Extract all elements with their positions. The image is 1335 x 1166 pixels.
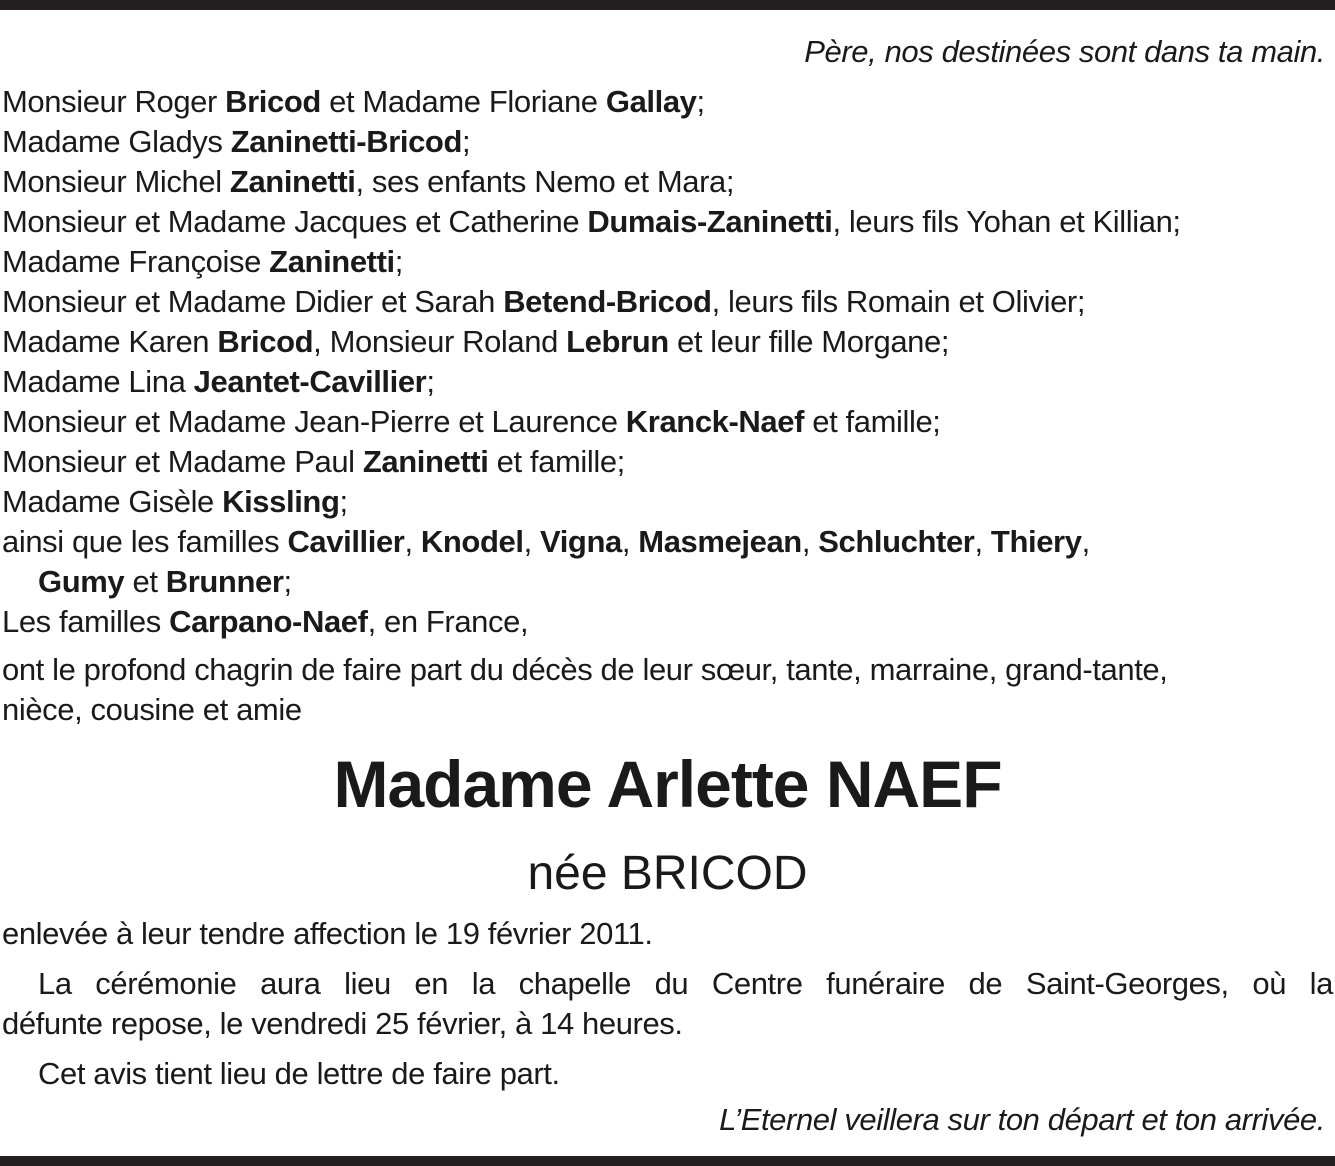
surname: Cavillier — [287, 524, 405, 559]
text: , — [621, 524, 639, 559]
text: , en France, — [367, 604, 529, 639]
text: ; — [461, 124, 471, 159]
footer-motto: L’Eternel veillera sur ton départ et ton arrivée. — [719, 1102, 1325, 1137]
family-line-6 — [2, 282, 1085, 322]
text: Madame Karen — [2, 324, 218, 359]
text: et famille; — [804, 404, 941, 439]
text: Monsieur Michel — [2, 164, 230, 199]
text: ; — [696, 84, 705, 119]
surname: Brunner — [165, 564, 284, 599]
text: ainsi que les familles — [2, 524, 288, 559]
text: , leurs fils Romain et Olivier; — [711, 284, 1086, 319]
family-line-8 — [2, 362, 435, 402]
surname: Kranck-Naef — [625, 404, 805, 439]
text: et — [124, 564, 166, 599]
surname: Bricod — [225, 84, 321, 119]
announcement-line-2: nièce, cousine et amie — [2, 692, 302, 727]
surname: Carpano-Naef — [169, 604, 368, 639]
family-line-12 — [2, 522, 1090, 562]
surname: Betend-Bricod — [503, 284, 712, 319]
family-line-13 — [38, 562, 292, 602]
surname: Zaninetti — [269, 244, 395, 279]
notice-line: Cet avis tient lieu de lettre de faire part. — [38, 1056, 560, 1091]
bottom-rule — [0, 1156, 1335, 1166]
surname: Bricod — [217, 324, 314, 359]
text: ; — [394, 244, 403, 279]
text: et famille; — [488, 444, 625, 479]
text: Madame Françoise — [2, 244, 270, 279]
text: et leur fille Morgane; — [668, 324, 950, 359]
text: et Madame Floriane — [320, 84, 606, 119]
surname: Zaninetti — [362, 444, 489, 479]
text: , — [801, 524, 819, 559]
surname: Kissling — [222, 484, 340, 519]
text: , — [404, 524, 421, 559]
surname: Lebrun — [566, 324, 669, 359]
surname: Thiery — [990, 524, 1082, 559]
family-line-2 — [2, 122, 470, 162]
text: , — [523, 524, 540, 559]
family-line-10 — [2, 442, 625, 482]
surname: Zaninetti — [229, 164, 356, 199]
text: , — [1081, 524, 1090, 559]
ceremony-line-1: La cérémonie aura lieu en la chapelle du Centre funéraire de Saint-Georges, où la — [38, 966, 1333, 1001]
ceremony-line-2: défunte repose, le vendredi 25 février, à 14 heures. — [2, 1006, 683, 1041]
text: Madame Lina — [2, 364, 194, 399]
surname: Vigna — [540, 524, 622, 559]
text: , — [974, 524, 991, 559]
text: Monsieur et Madame Jacques et Catherine — [2, 204, 588, 239]
surname: Jeantet-Cavillier — [193, 364, 427, 399]
family-line-14 — [2, 602, 528, 642]
surname: Schluchter — [818, 524, 975, 559]
header-motto: Père, nos destinées sont dans ta main. — [804, 34, 1325, 69]
text: ; — [426, 364, 435, 399]
text: Monsieur et Madame Jean-Pierre et Laurence — [2, 404, 626, 439]
text: , leurs fils Yohan et Killian; — [832, 204, 1181, 239]
surname: Knodel — [420, 524, 524, 559]
surname: Gallay — [605, 84, 697, 119]
text: Monsieur et Madame Paul — [2, 444, 363, 479]
family-line-4 — [2, 202, 1181, 242]
surname: Masmejean — [638, 524, 802, 559]
announcement-line-1: ont le profond chagrin de faire part du décès de leur sœur, tante, marraine, grand-tante, — [2, 652, 1168, 687]
text: ; — [283, 564, 292, 599]
text: , ses enfants Nemo et Mara; — [355, 164, 735, 199]
family-line-3 — [2, 162, 734, 202]
top-rule — [0, 0, 1335, 10]
text: , Monsieur Roland — [313, 324, 567, 359]
maiden-name: née BRICOD — [527, 847, 808, 900]
family-line-5 — [2, 242, 403, 282]
deceased-name: Madame Arlette NAEF — [333, 747, 1002, 821]
surname: Zaninetti-Bricod — [230, 124, 462, 159]
text: ; — [339, 484, 348, 519]
text: Monsieur Roger — [2, 84, 226, 119]
family-line-7 — [2, 322, 949, 362]
surname: Dumais-Zaninetti — [587, 204, 833, 239]
text: Les familles — [2, 604, 170, 639]
text: Madame Gladys — [2, 124, 231, 159]
surname: Gumy — [38, 564, 125, 599]
family-line-11 — [2, 482, 348, 522]
text: Monsieur et Madame Didier et Sarah — [2, 284, 504, 319]
family-line-9 — [2, 402, 941, 442]
family-line-1 — [2, 82, 705, 122]
text: Madame Gisèle — [2, 484, 223, 519]
date-line: enlevée à leur tendre affection le 19 février 2011. — [2, 916, 653, 951]
